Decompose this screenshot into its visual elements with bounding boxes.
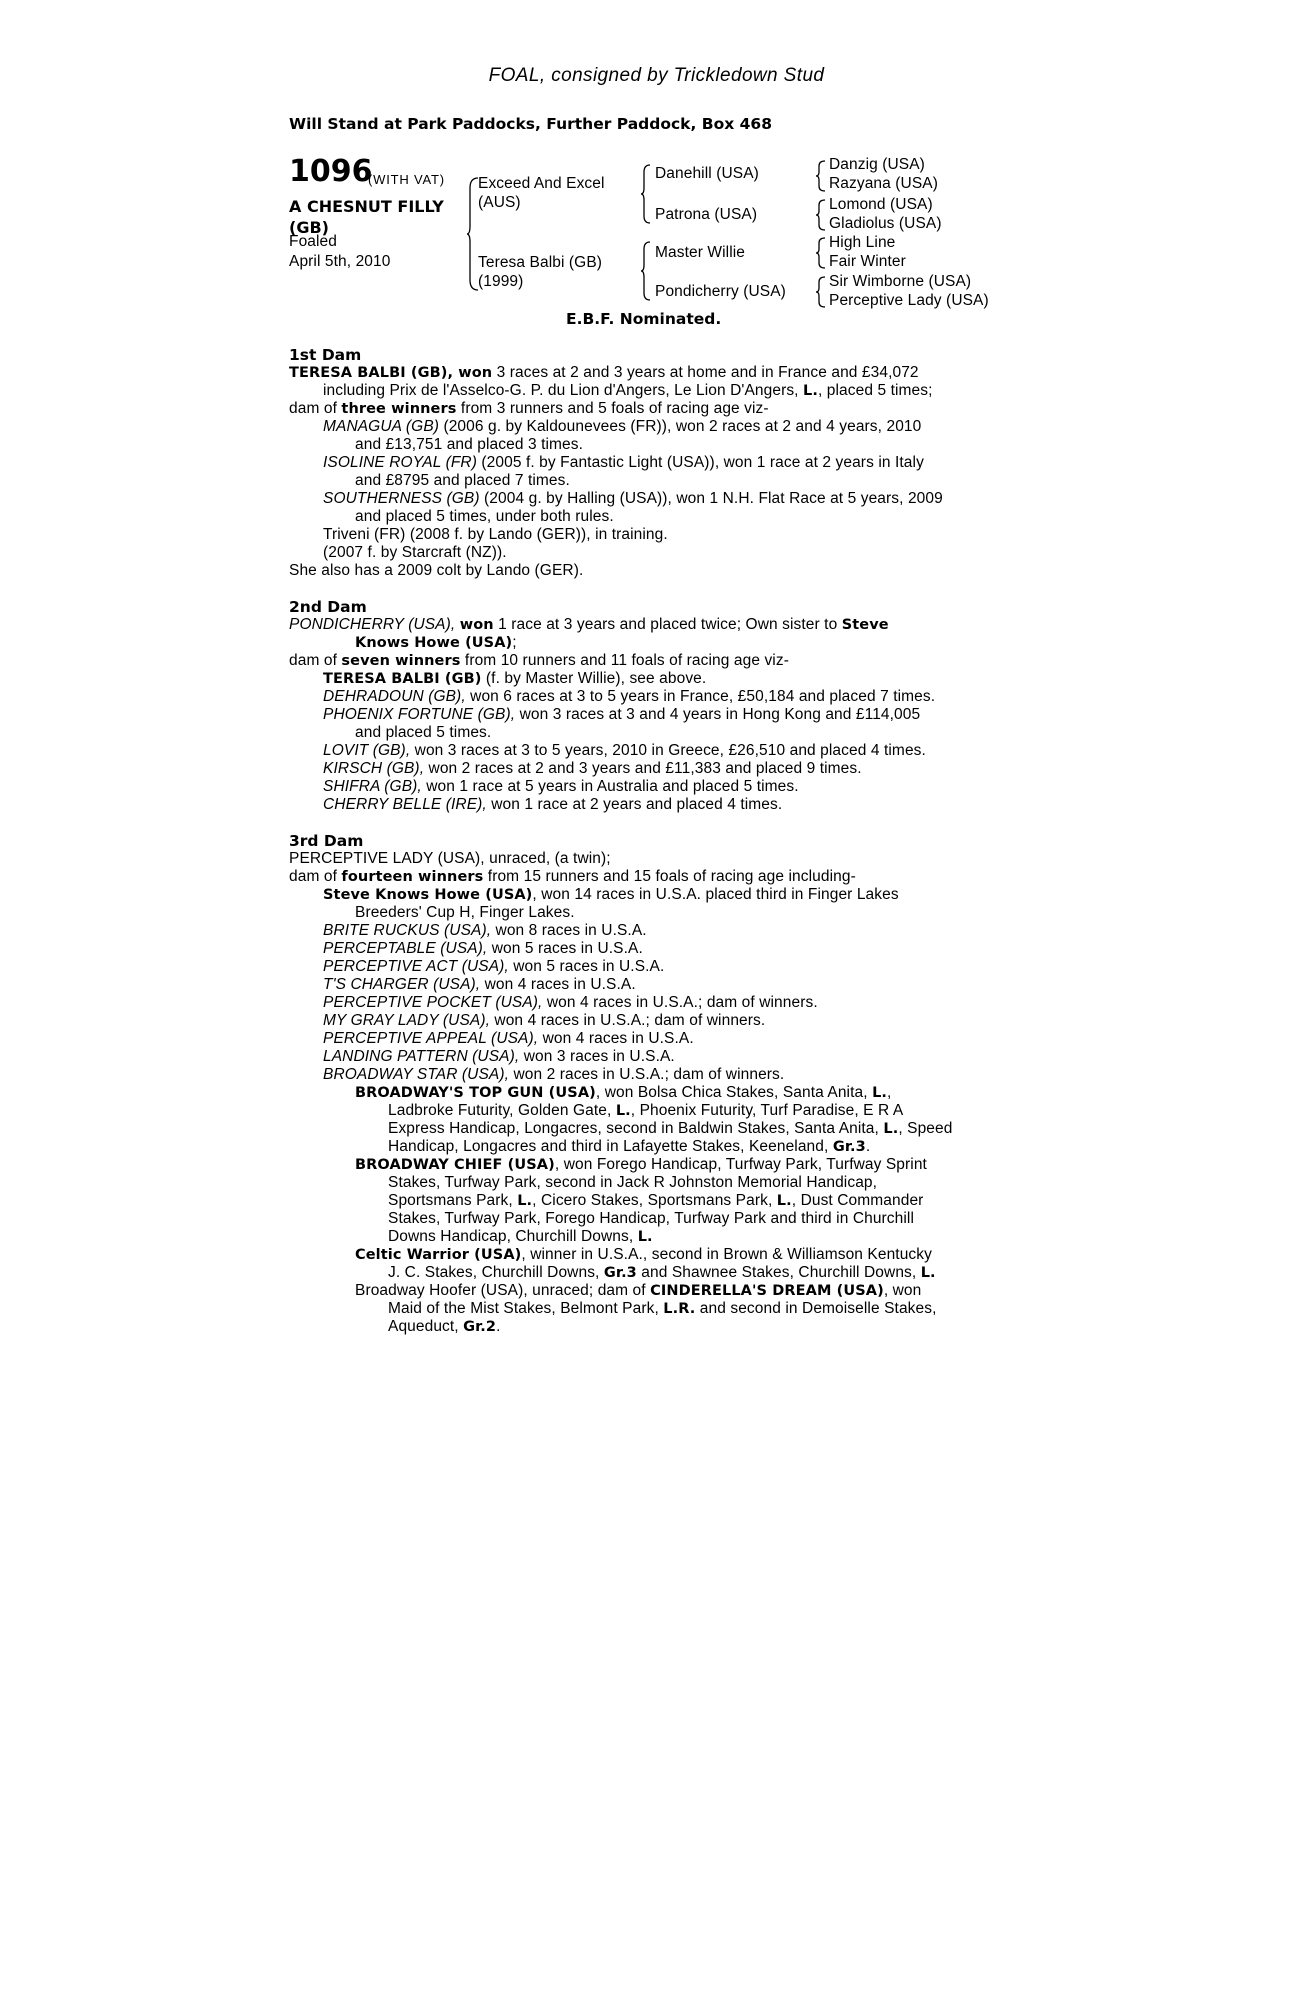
- third-dam-line-2: dam of fourteen winners from 15 runners and 15 foals of racing age including-: [289, 868, 856, 885]
- dam-sire: Master Willie: [655, 244, 746, 261]
- great-grandparent-8: Perceptive Lady (USA): [829, 292, 989, 309]
- sire-sire: Danehill (USA): [655, 165, 759, 182]
- pedigree-brace-dam: [640, 240, 652, 302]
- great-grandparent-5: High Line: [829, 234, 896, 251]
- first-dam-produce-4: Triveni (FR) (2008 f. by Lando (GER)), in training.: [323, 526, 668, 543]
- third-dam-produce-6: PERCEPTIVE POCKET (USA), won 4 races in U.S.A.; dam of winners.: [323, 994, 818, 1011]
- pedigree-brace-gg3: [815, 236, 827, 270]
- first-dam-produce-1-cont: and £13,751 and placed 3 times.: [355, 436, 584, 453]
- grandproduce-chief-2: Stakes, Turfway Park, second in Jack R Johnston Memorial Handicap,: [388, 1174, 878, 1191]
- great-grandparent-6: Fair Winter: [829, 253, 906, 270]
- first-dam-line-1: TERESA BALBI (GB), won 3 races at 2 and 3 years at home and in France and £34,072: [289, 364, 919, 381]
- grandproduce-hoofer-3: Aqueduct, Gr.2.: [388, 1318, 501, 1335]
- third-dam-produce-9: LANDING PATTERN (USA), won 3 races in U.S.A.: [323, 1048, 675, 1065]
- vat-label: (WITH VAT): [368, 172, 445, 187]
- grandproduce-celtic-1: Celtic Warrior (USA), winner in U.S.A., second in Brown & Williamson Kentucky: [355, 1246, 932, 1263]
- second-dam-line-3: dam of seven winners from 10 runners and 11 foals of racing age viz-: [289, 652, 789, 669]
- second-dam-produce-3-cont: and placed 5 times.: [355, 724, 492, 741]
- grandproduce-top-gun-3: Express Handicap, Longacres, second in Baldwin Stakes, Santa Anita, L., Speed: [388, 1120, 953, 1137]
- first-dam-title: 1st Dam: [289, 346, 362, 364]
- second-dam-produce-1: TERESA BALBI (GB) (f. by Master Willie), see above.: [323, 670, 707, 687]
- second-dam-line-1: PONDICHERRY (USA), won 1 race at 3 years and placed twice; Own sister to Steve: [289, 616, 889, 633]
- second-dam-produce-5: KIRSCH (GB), won 2 races at 2 and 3 years and £11,383 and placed 9 times.: [323, 760, 862, 777]
- first-dam-produce-3-cont: and placed 5 times, under both rules.: [355, 508, 614, 525]
- horse-name: A CHESNUT FILLY (GB): [289, 197, 444, 237]
- great-grandparent-1: Danzig (USA): [829, 156, 925, 173]
- second-dam-line-2: Knows Howe (USA);: [355, 634, 517, 651]
- ebf-nominated: E.B.F. Nominated.: [566, 310, 722, 328]
- third-dam-produce-3: PERCEPTABLE (USA), won 5 races in U.S.A.: [323, 940, 643, 957]
- third-dam-produce-7: MY GRAY LADY (USA), won 4 races in U.S.A.; dam of winners.: [323, 1012, 766, 1029]
- second-dam-produce-2: DEHRADOUN (GB), won 6 races at 3 to 5 years in France, £50,184 and placed 7 times.: [323, 688, 936, 705]
- dam-name: Teresa Balbi (GB): [478, 254, 603, 271]
- first-dam-line-3: dam of three winners from 3 runners and 5 foals of racing age viz-: [289, 400, 769, 417]
- great-grandparent-7: Sir Wimborne (USA): [829, 273, 972, 290]
- second-dam-produce-3: PHOENIX FORTUNE (GB), won 3 races at 3 and 4 years in Hong Kong and £114,005: [323, 706, 921, 723]
- page-title: FOAL, consigned by Trickledown Stud: [488, 65, 825, 86]
- pedigree-brace-gg1: [815, 159, 827, 193]
- grandproduce-chief-5: Downs Handicap, Churchill Downs, L.: [388, 1228, 653, 1245]
- grandproduce-celtic-2: J. C. Stakes, Churchill Downs, Gr.3 and Shawnee Stakes, Churchill Downs, L.: [388, 1264, 936, 1281]
- sire-name: Exceed And Excel: [478, 175, 605, 192]
- grandproduce-chief-3: Sportsmans Park, L., Cicero Stakes, Sportsmans Park, L., Dust Commander: [388, 1192, 924, 1209]
- pedigree-brace-sire: [640, 163, 652, 225]
- grandproduce-hoofer-1: Broadway Hoofer (USA), unraced; dam of CINDERELLA'S DREAM (USA), won: [355, 1282, 922, 1299]
- third-dam-produce-2: BRITE RUCKUS (USA), won 8 races in U.S.A.: [323, 922, 647, 939]
- second-dam-produce-4: LOVIT (GB), won 3 races at 3 to 5 years, 2010 in Greece, £26,510 and placed 4 times.: [323, 742, 926, 759]
- foaled-label: Foaled: [289, 233, 337, 250]
- grandproduce-top-gun-2: Ladbroke Futurity, Golden Gate, L., Phoenix Futurity, Turf Paradise, E R A: [388, 1102, 904, 1119]
- third-dam-produce-1: Steve Knows Howe (USA), won 14 races in U.S.A. placed third in Finger Lakes: [323, 886, 899, 903]
- third-dam-produce-1-cont: Breeders' Cup H, Finger Lakes.: [355, 904, 575, 921]
- great-grandparent-2: Razyana (USA): [829, 175, 938, 192]
- sire-dam: Patrona (USA): [655, 206, 758, 223]
- third-dam-produce-10: BROADWAY STAR (USA), won 2 races in U.S.A.; dam of winners.: [323, 1066, 785, 1083]
- stand-location: Will Stand at Park Paddocks, Further Paddock, Box 468: [289, 115, 772, 133]
- grandproduce-top-gun-1: BROADWAY'S TOP GUN (USA), won Bolsa Chica Stakes, Santa Anita, L.,: [355, 1084, 892, 1101]
- third-dam-line-1: PERCEPTIVE LADY (USA), unraced, (a twin);: [289, 850, 611, 867]
- third-dam-title: 3rd Dam: [289, 832, 364, 850]
- first-dam-produce-1: MANAGUA (GB) (2006 g. by Kaldounevees (FR)), won 2 races at 2 and 4 years, 2010: [323, 418, 922, 435]
- foaled-date: April 5th, 2010: [289, 253, 391, 270]
- first-dam-name: TERESA BALBI (GB), won: [289, 365, 493, 381]
- second-dam-title: 2nd Dam: [289, 598, 367, 616]
- grandproduce-hoofer-2: Maid of the Mist Stakes, Belmont Park, L.R. and second in Demoiselle Stakes,: [388, 1300, 937, 1317]
- first-dam-produce-3: SOUTHERNESS (GB) (2004 g. by Halling (USA)), won 1 N.H. Flat Race at 5 years, 2009: [323, 490, 943, 507]
- grandproduce-top-gun-4: Handicap, Longacres and third in Lafayette Stakes, Keeneland, Gr.3.: [388, 1138, 871, 1155]
- third-dam-produce-8: PERCEPTIVE APPEAL (USA), won 4 races in U.S.A.: [323, 1030, 694, 1047]
- third-dam-produce-4: PERCEPTIVE ACT (USA), won 5 races in U.S.A.: [323, 958, 665, 975]
- first-dam-produce-2: ISOLINE ROYAL (FR) (2005 f. by Fantastic Light (USA)), won 1 race at 2 years in Italy: [323, 454, 924, 471]
- lot-number: 1096: [289, 154, 373, 189]
- pedigree-brace-gg4: [815, 275, 827, 309]
- third-dam-produce-5: T'S CHARGER (USA), won 4 races in U.S.A.: [323, 976, 636, 993]
- first-dam-note: She also has a 2009 colt by Lando (GER).: [289, 562, 584, 579]
- second-dam-produce-7: CHERRY BELLE (IRE), won 1 race at 2 years and placed 4 times.: [323, 796, 783, 813]
- second-dam-produce-6: SHIFRA (GB), won 1 race at 5 years in Australia and placed 5 times.: [323, 778, 799, 795]
- first-dam-produce-2-cont: and £8795 and placed 7 times.: [355, 472, 570, 489]
- great-grandparent-4: Gladiolus (USA): [829, 215, 942, 232]
- dam-year: (1999): [478, 273, 524, 290]
- sire-country: (AUS): [478, 194, 521, 211]
- grandproduce-chief-1: BROADWAY CHIEF (USA), won Forego Handicap, Turfway Park, Turfway Sprint: [355, 1156, 927, 1173]
- dam-dam: Pondicherry (USA): [655, 283, 786, 300]
- pedigree-brace-gg2: [815, 198, 827, 232]
- first-dam-produce-5: (2007 f. by Starcraft (NZ)).: [323, 544, 507, 561]
- first-dam-line-2: including Prix de l'Asselco-G. P. du Lion d'Angers, Le Lion D'Angers, L., placed 5 times;: [323, 382, 933, 399]
- great-grandparent-3: Lomond (USA): [829, 196, 933, 213]
- grandproduce-chief-4: Stakes, Turfway Park, Forego Handicap, Turfway Park and third in Churchill: [388, 1210, 915, 1227]
